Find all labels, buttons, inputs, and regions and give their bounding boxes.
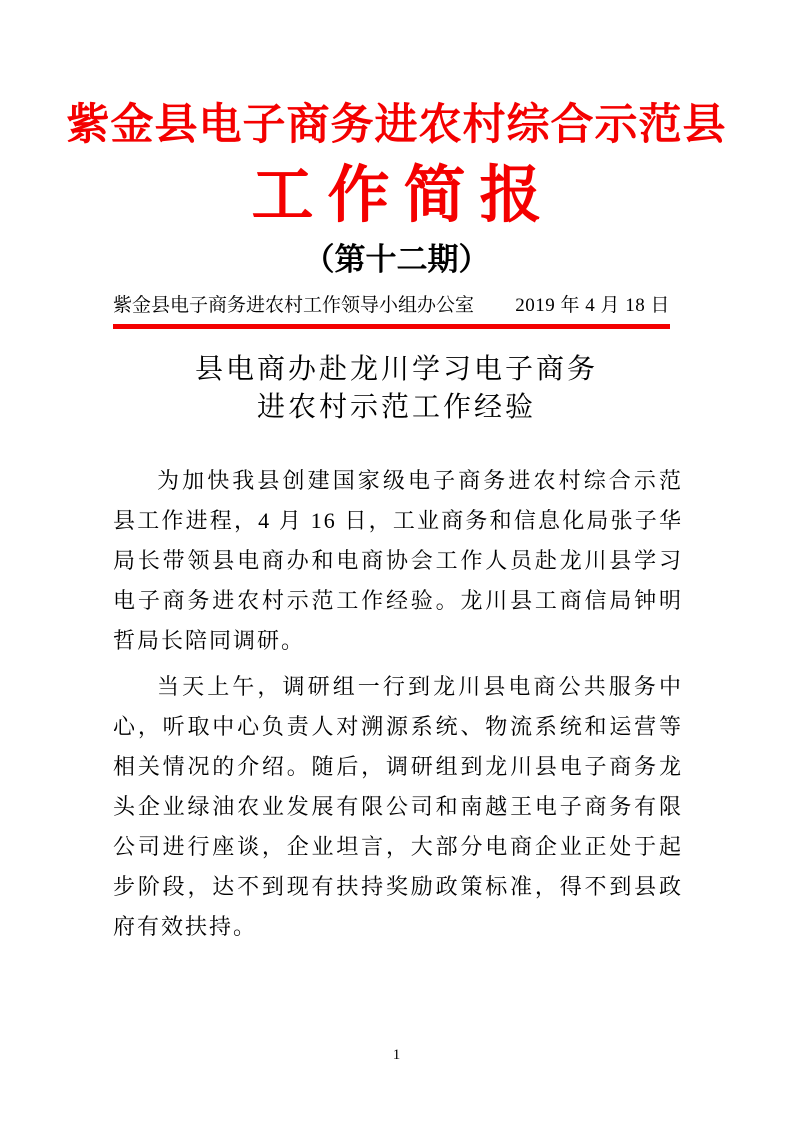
issue-number: （第十二期）	[303, 242, 490, 277]
article-title-line1: 县电商办赴龙川学习电子商务	[194, 354, 598, 385]
masthead-divider-rule	[113, 324, 670, 329]
article-paragraph: 为加快我县创建国家级电子商务进农村综合示范县工作进程，4 月 16 日，工业商务和信息化局张子华局长带领县电商办和电商协会工作人员赴龙川县学习电子商务进农村示范工作经验。龙川县工商信局钟明哲局长陪同调研。	[113, 468, 683, 653]
article-title-line2: 进农村示范工作经验	[256, 392, 536, 423]
byline-row	[113, 292, 670, 320]
issue-date: 2019 年 4 月 18 日	[515, 295, 670, 316]
series-title: 紫金县电子商务进农村综合示范县	[66, 102, 727, 149]
article-paragraph: 当天上午，调研组一行到龙川县电商公共服务中心，听取中心负责人对溯源系统、物流系统和运营等相关情况的介绍。随后，调研组到龙川县电子商务龙头企业绿油农业发展有限公司和南越王电子商务有限公司进行座谈，企业坦言，大部分电商企业正处于起步阶段，达不到现有扶持奖励政策标准，得不到县政府有效扶持。	[113, 674, 683, 939]
page-number: 1	[392, 1047, 401, 1063]
issuing-office: 紫金县电子商务进农村工作领导小组办公室	[113, 295, 475, 316]
article-title	[113, 351, 680, 427]
bulletin-title: 工作简报	[251, 162, 556, 230]
page-footer	[0, 1046, 793, 1064]
